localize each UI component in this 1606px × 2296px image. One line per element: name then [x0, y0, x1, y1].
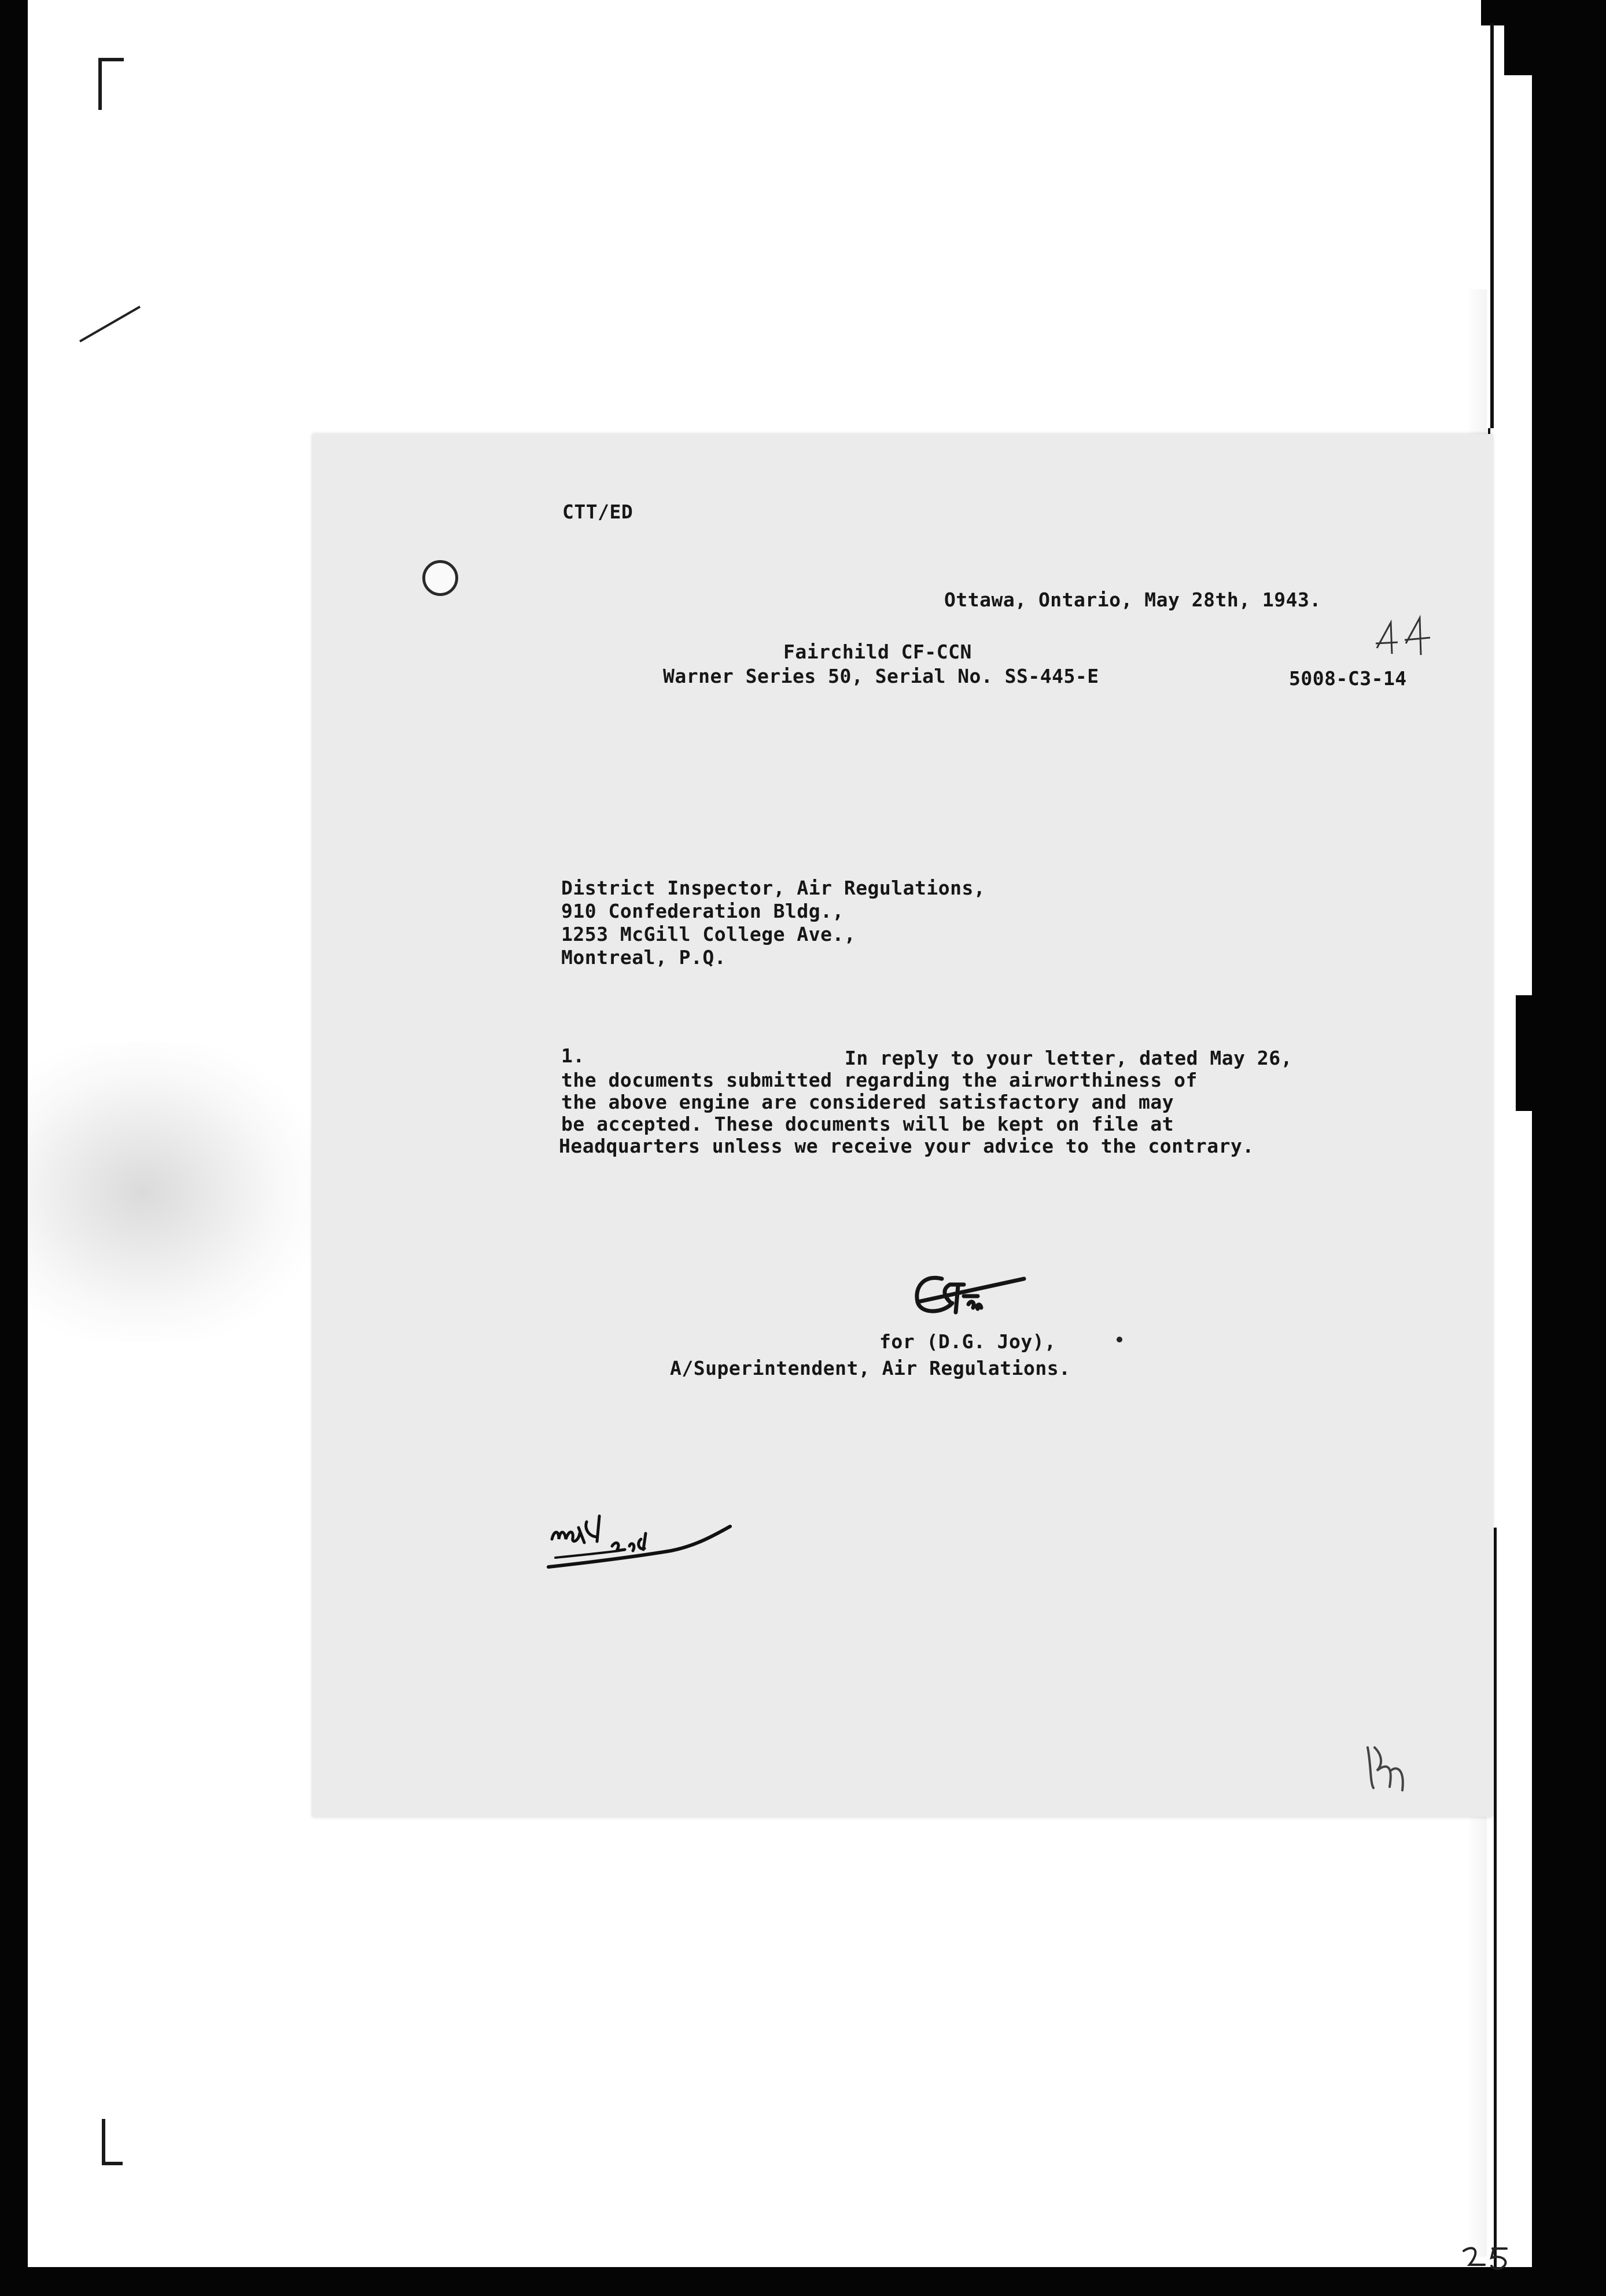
- address-line: District Inspector, Air Regulations,: [561, 877, 986, 899]
- body-line: the documents submitted regarding the airworthiness of: [561, 1069, 1198, 1091]
- subject-engine: Warner Series 50, Serial No. SS-445-E: [663, 665, 1099, 687]
- address-line: Montreal, P.Q.: [561, 946, 727, 969]
- address-line: 910 Confederation Bldg.,: [561, 900, 844, 922]
- address-line: 1253 McGill College Ave.,: [561, 923, 856, 945]
- subject-aircraft: Fairchild CF-CCN: [783, 641, 972, 663]
- body-line: Headquarters unless we receive your advice to the contrary.: [559, 1135, 1254, 1157]
- film-border-smudge: [1504, 0, 1539, 75]
- page-edge-line: [1490, 23, 1494, 428]
- handwritten-signature: [908, 1261, 1041, 1331]
- handwritten-initials: [1360, 1730, 1429, 1800]
- paragraph-number: 1.: [561, 1044, 585, 1067]
- film-border-right: [1532, 0, 1606, 2296]
- punch-hole: [422, 560, 458, 596]
- handwritten-page-number: [1371, 613, 1435, 677]
- film-border-left: [0, 0, 28, 2296]
- file-number: 5008-C3-14: [1289, 667, 1407, 690]
- place-and-date: Ottawa, Ontario, May 28th, 1943.: [944, 588, 1321, 611]
- film-border-bottom: [0, 2267, 1606, 2296]
- stray-pen-mark: [75, 301, 145, 347]
- scan-smudge: [28, 1042, 317, 1342]
- body-line: In reply to your letter, dated May 26,: [845, 1047, 1292, 1069]
- signatory-title: A/Superintendent, Air Regulations.: [670, 1357, 1071, 1379]
- body-line: be accepted. These documents will be kept on file at: [561, 1113, 1174, 1135]
- reference-initials: CTT/ED: [562, 501, 633, 523]
- handwritten-margin-note: [544, 1493, 741, 1597]
- film-border-top-right: [1481, 0, 1606, 25]
- crop-mark-bottom-left: [102, 2119, 123, 2165]
- body-line: the above engine are considered satisfactory and may: [561, 1091, 1174, 1113]
- page-edge-line: [1494, 1528, 1497, 2268]
- crop-mark-top-left: [98, 58, 124, 110]
- film-border-smudge: [1516, 995, 1539, 1111]
- signatory-line: for (D.G. Joy),: [879, 1330, 1056, 1353]
- ink-dot: [1117, 1337, 1122, 1342]
- handwritten-corner-number: [1458, 2239, 1522, 2274]
